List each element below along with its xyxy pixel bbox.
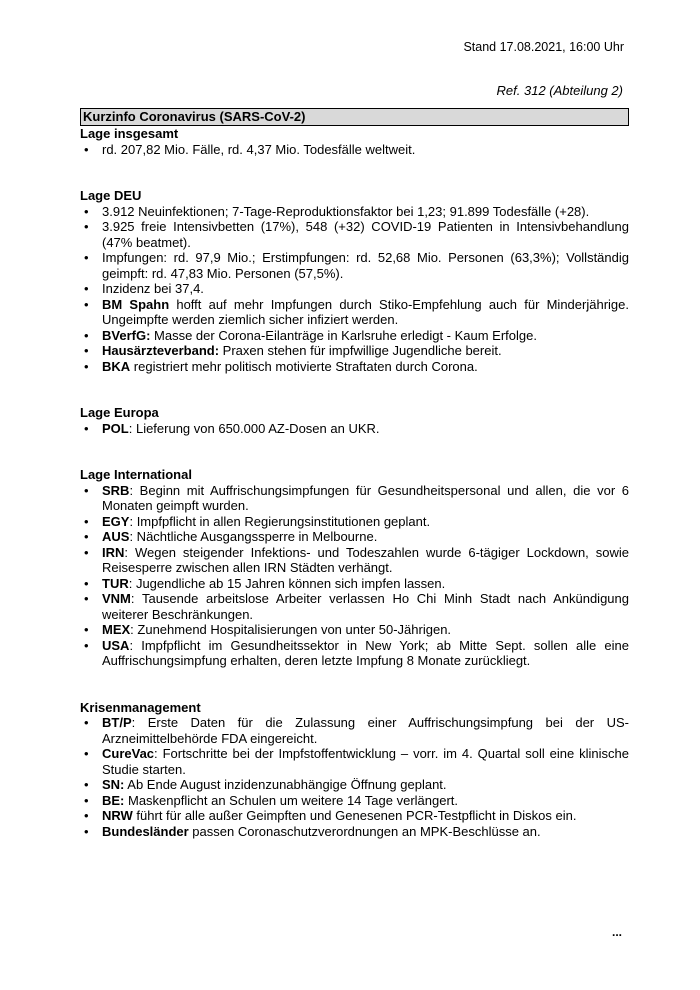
item-lead: Bundesländer: [102, 823, 189, 839]
list-item: [80, 529, 629, 545]
list-item: [80, 591, 629, 622]
item-text: : Tausende arbeitslose Arbeiter verlassen Ho Chi Minh Stadt nach Ankündigung weiterer Beschränkungen.: [102, 591, 629, 622]
item-lead: MEX: [102, 622, 131, 637]
list-item: [80, 328, 629, 344]
item-text: : Beginn mit Auffrischungsimpfungen für Gesundheitspersonal und allen, die vor 6 Monaten geimpft wurden.: [102, 482, 629, 513]
list-item: [80, 343, 629, 359]
list-item: [80, 715, 629, 746]
item-text: Ab Ende August inzidenzunabhängige Öffnung geplant.: [124, 777, 447, 792]
item-text: Praxen stehen für impfwillige Jugendliche bereit.: [219, 343, 502, 358]
item-text: : Erste Daten für die Zulassung einer Auffrischungsimpfung bei der US-Arzneimittelbehörde FDA eingereicht.: [102, 715, 629, 746]
document-title: Kurzinfo Coronavirus (SARS-CoV-2): [80, 108, 629, 126]
list-lage-europa: [80, 421, 629, 437]
list-item: [80, 545, 629, 576]
document-reference: Ref. 312 (Abteilung 2): [496, 83, 623, 98]
section-heading-lage-deu: Lage DEU: [80, 188, 142, 203]
item-lead: VNM: [102, 591, 131, 606]
item-text: : Nächtliche Ausgangssperre in Melbourne.: [129, 529, 378, 544]
section-heading-lage-europa: Lage Europa: [80, 405, 159, 420]
continuation-marker: ...: [611, 925, 622, 939]
section-heading-lage-insgesamt: Lage insgesamt: [80, 126, 179, 141]
list-krisenmanagement: [80, 715, 629, 839]
list-lage-international: [80, 483, 629, 669]
document-date: Stand 17.08.2021, 16:00 Uhr: [463, 40, 624, 54]
item-text: : Impfpflicht im Gesundheitssektor in New York; ab Mitte Sept. sollen alle eine Auffrischungsimpfung erhalten, deren letzte Impfung 8 Monate zurückliegt.: [102, 637, 629, 668]
section-heading-krisenmanagement: Krisenmanagement: [80, 699, 201, 715]
item-lead: BT/P: [102, 715, 132, 730]
list-item: [80, 359, 629, 375]
list-item: [80, 808, 629, 824]
list-item: [80, 297, 629, 328]
list-item: [80, 824, 629, 840]
item-lead: TUR: [102, 575, 129, 591]
list-item: [80, 483, 629, 514]
list-item: [80, 576, 629, 592]
item-lead: SRB: [102, 482, 130, 498]
list-item: [80, 622, 629, 638]
item-lead: USA: [102, 637, 130, 653]
list-item: [80, 142, 629, 158]
list-item: [80, 746, 629, 777]
item-text: Masse der Corona-Eilanträge in Karlsruhe erledigt - Kaum Erfolge.: [150, 327, 537, 343]
list-item: [80, 638, 629, 669]
item-text: Maskenpflicht an Schulen um weitere 14 Tage verlängert.: [124, 792, 459, 808]
item-lead: BM Spahn: [102, 296, 170, 312]
list-item: [80, 793, 629, 809]
list-lage-insgesamt: [80, 142, 629, 158]
item-text: Impfungen: rd. 97,9 Mio.; Erstimpfungen: rd. 52,68 Mio. Personen (63,3%); Vollständig geimpft: rd. 47,83 Mio. Personen (57,5%).: [102, 250, 629, 281]
item-lead: SN:: [102, 777, 125, 792]
item-text: registriert mehr politisch motivierte Straftaten durch Corona.: [130, 358, 478, 374]
item-lead: BE:: [102, 792, 125, 808]
list-item: [80, 777, 629, 793]
item-text: 3.925 freie Intensivbetten (17%), 548 (+32) COVID-19 Patienten in Intensivbehandlung (47% beatmet).: [102, 219, 629, 250]
item-lead: AUS: [102, 529, 130, 544]
list-lage-deu: [80, 204, 629, 375]
list-item: [80, 421, 629, 437]
item-text: : Zunehmend Hospitalisierungen von unter 50-Jährigen.: [130, 622, 452, 637]
item-text: : Lieferung von 650.000 AZ-Dosen an UKR.: [128, 420, 380, 436]
item-lead: EGY: [102, 513, 130, 529]
item-text: Inzidenz bei 37,4.: [102, 281, 204, 296]
item-lead: POL: [102, 420, 129, 436]
list-item: [80, 219, 629, 250]
list-item: [80, 250, 629, 281]
item-text: : Impfpflicht in allen Regierungsinstitutionen geplant.: [129, 513, 431, 529]
item-lead: CureVac: [102, 746, 155, 761]
item-text: hofft auf mehr Impfungen durch Stiko-Empfehlung auch für Minderjährige. Ungeimpfte werden ziemlich sicher infiziert werden.: [102, 296, 629, 327]
item-text: : Fortschritte bei der Impfstoffentwicklung – vorr. im 4. Quartal soll eine klinische Studie starten.: [102, 746, 629, 777]
item-text: rd. 207,82 Mio. Fälle, rd. 4,37 Mio. Todesfälle weltweit.: [102, 141, 416, 157]
item-lead: BVerfG:: [102, 327, 151, 343]
item-text: führt für alle außer Geimpften und Genesenen PCR-Testpflicht in Diskos ein.: [132, 808, 577, 823]
item-text: : Wegen steigender Infektions- und Todeszahlen wurde 6-tägiger Lockdown, sowie Reisesperre zwischen allen IRN Städten verhängt.: [102, 544, 629, 575]
section-heading-lage-international: Lage International: [80, 467, 192, 482]
item-text: 3.912 Neuinfektionen; 7-Tage-Reproduktionsfaktor bei 1,23; 91.899 Todesfälle (+28).: [102, 203, 590, 219]
item-lead: Hausärzteverband:: [102, 343, 220, 358]
list-item: [80, 281, 629, 297]
list-item: [80, 204, 629, 220]
item-lead: BKA: [102, 358, 131, 374]
item-text: passen Coronaschutzverordnungen an MPK-Beschlüsse an.: [188, 823, 541, 839]
item-text: : Jugendliche ab 15 Jahren können sich impfen lassen.: [128, 575, 446, 591]
item-lead: IRN: [102, 544, 125, 560]
document-body: [80, 108, 629, 839]
list-item: [80, 514, 629, 530]
item-lead: NRW: [102, 808, 133, 823]
